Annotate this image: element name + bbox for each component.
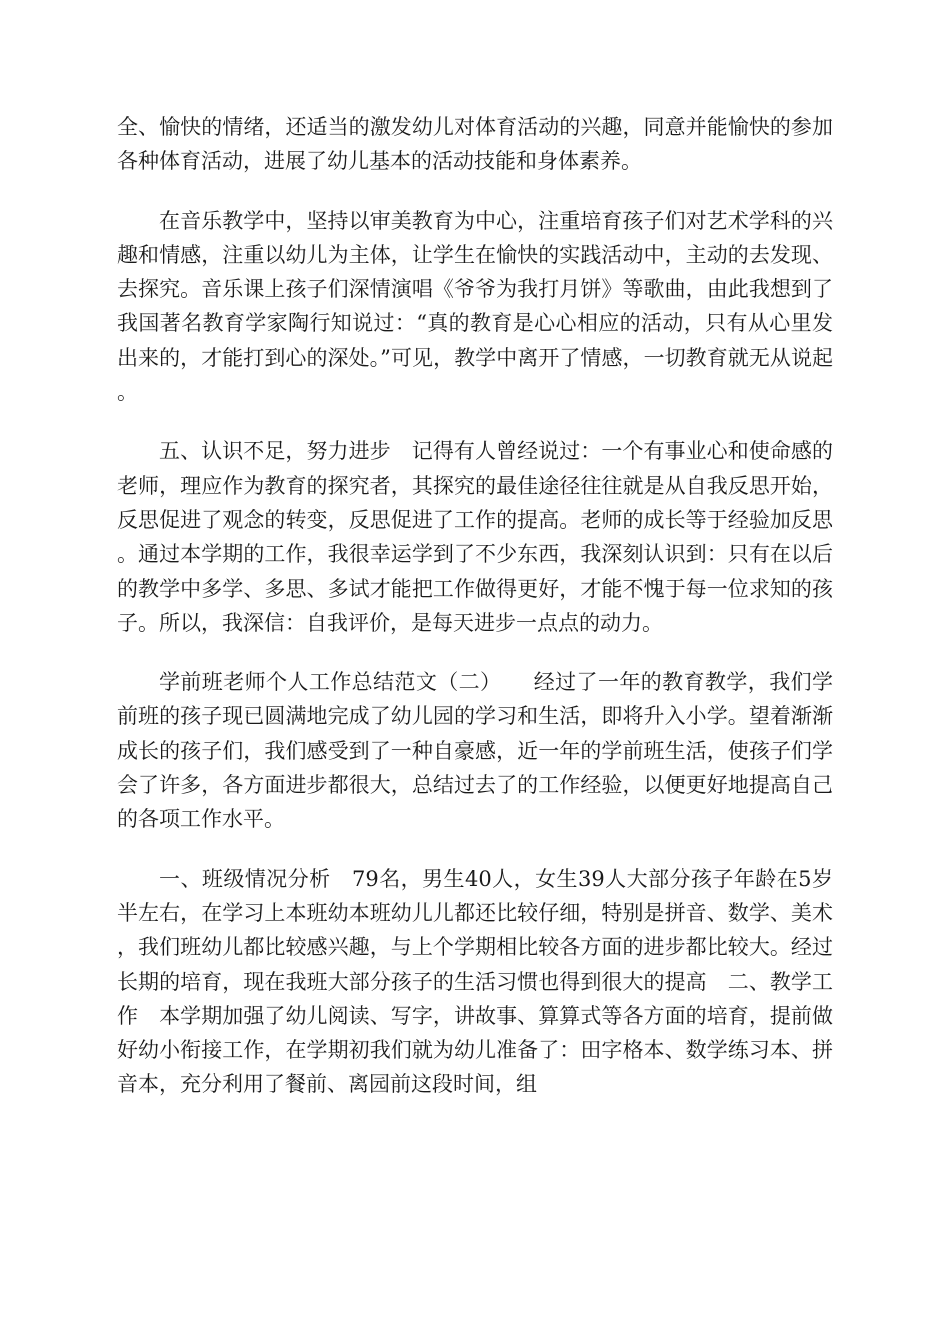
paragraph-1: 全、愉快的情绪，还适当的激发幼儿对体育活动的兴趣，同意并能愉快的参加各种体育活动，进展了幼儿基本的活动技能和身体素养。: [117, 115, 833, 174]
paragraph-5: 一、班级情况分析 79名，男生40人，女生39人大部分孩子年龄在5岁半左右，在学习上本班幼本班幼儿儿都还比较仔细，特别是拼音、数学、美术，我们班幼儿都比较感兴趣，与上个学期相比较各方面的进步都比较大。经过长期的培育，现在我班大部分孩子的生活习惯也得到很大的提高 二、教学工作 本学期加强了幼儿阅读、写字，讲故事、算算式等各方面的培育，提前做好幼小衔接工作，在学期初我们就为幼儿准备了：田字格本、数学练习本、拼音本，充分利用了餐前、离园前这段时间，组: [117, 866, 833, 1097]
paragraph-4: 学前班老师个人工作总结范文（二） 经过了一年的教育教学，我们学前班的孩子现已圆满地完成了幼儿园的学习和生活，即将升入小学。望着渐渐成长的孩子们，我们感受到了一种自豪感，近一年的学前班生活，使孩子们学会了许多，各方面进步都很大，总结过去了的工作经验，以便更好地提高自己的各项工作水平。: [117, 670, 833, 832]
paragraph-3: 五、认识不足，努力进步 记得有人曾经说过：一个有事业心和使命感的老师，理应作为教育的探究者，其探究的最佳途径往往就是从自我反思开始，反思促进了观念的转变，反思促进了工作的提高。老师的成长等于经验加反思。通过本学期的工作，我很幸运学到了不少东西，我深刻认识到：只有在以后的教学中多学、多思、多试才能把工作做得更好，才能不愧于每一位求知的孩子。所以，我深信：自我评价，是每天进步一点点的动力。: [117, 439, 833, 635]
document-body: [117, 110, 833, 1127]
paragraph-2: 在音乐教学中，坚持以审美教育为中心，注重培育孩子们对艺术学科的兴趣和情感，注重以幼儿为主体，让学生在愉快的实践活动中，主动的去发现、去探究。音乐课上孩子们深情演唱《爷爷为我打月饼》等歌曲，由此我想到了我国著名教育学家陶行知说过：“真的教育是心心相应的活动，只有从心里发出来的，才能打到心的深处。”可见，教学中离开了情感，一切教育就无从说起。: [117, 208, 833, 405]
